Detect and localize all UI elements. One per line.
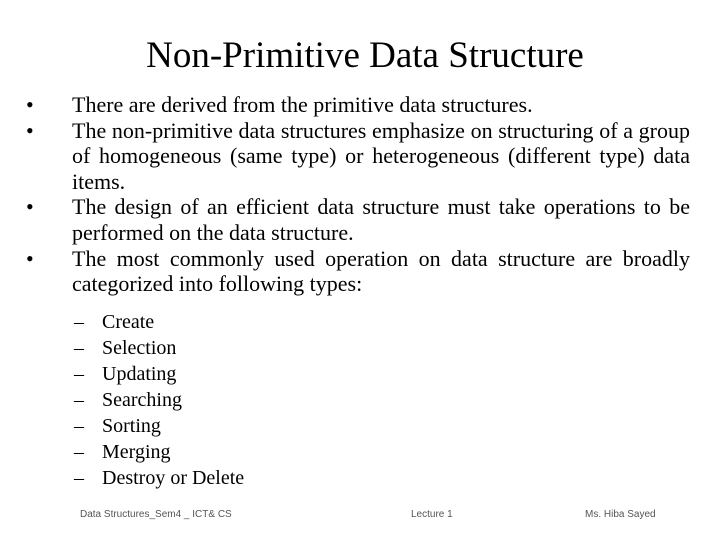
- bullet-item: [26, 92, 690, 118]
- sub-bullet-item: [74, 361, 244, 387]
- bullet-text: The design of an efficient data structure must take operations to be performed on the data structure.: [72, 194, 690, 245]
- footer-author: Ms. Hiba Sayed: [585, 509, 656, 520]
- dash-icon: –: [74, 337, 84, 359]
- slide-title: Non-Primitive Data Structure: [146, 35, 584, 76]
- dash-icon: –: [74, 389, 84, 411]
- footer-course: Data Structures_Sem4 _ ICT& CS: [80, 509, 232, 520]
- footer-lecture: Lecture 1: [411, 509, 453, 520]
- sub-bullet-text: Updating: [102, 363, 177, 385]
- dash-icon: –: [74, 363, 84, 385]
- dash-icon: –: [74, 311, 84, 333]
- sub-bullet-text: Searching: [102, 389, 182, 411]
- bullet-item: [26, 246, 690, 297]
- sub-bullet-text: Create: [102, 311, 155, 333]
- bullet-item: [26, 194, 690, 245]
- bullet-dot-icon: •: [26, 117, 34, 143]
- bullet-text: The non-primitive data structures emphasize on structuring of a group of homogeneous (same type) or heterogeneous (different type) data items.: [72, 117, 690, 194]
- sub-bullet-item: [74, 439, 244, 465]
- dash-icon: –: [74, 467, 84, 489]
- bullet-item: [26, 118, 690, 195]
- dash-icon: –: [74, 415, 84, 437]
- sub-bullet-item: [74, 335, 244, 361]
- sub-bullet-text: Destroy or Delete: [102, 467, 245, 489]
- sub-bullet-text: Sorting: [102, 415, 161, 437]
- bullet-text: There are derived from the primitive data structures.: [72, 92, 533, 117]
- bullet-dot-icon: •: [26, 245, 34, 271]
- sub-bullet-list: [74, 309, 244, 491]
- sub-bullet-item: [74, 413, 244, 439]
- sub-bullet-item: [74, 387, 244, 413]
- bullet-list: [26, 92, 690, 297]
- sub-bullet-text: Merging: [102, 441, 171, 463]
- sub-bullet-item: [74, 309, 244, 335]
- sub-bullet-text: Selection: [102, 337, 177, 359]
- bullet-text: The most commonly used operation on data structure are broadly categorized into following types:: [72, 245, 690, 297]
- bullet-dot-icon: •: [26, 92, 34, 117]
- dash-icon: –: [74, 441, 84, 463]
- bullet-dot-icon: •: [26, 194, 34, 220]
- sub-bullet-item: [74, 465, 244, 491]
